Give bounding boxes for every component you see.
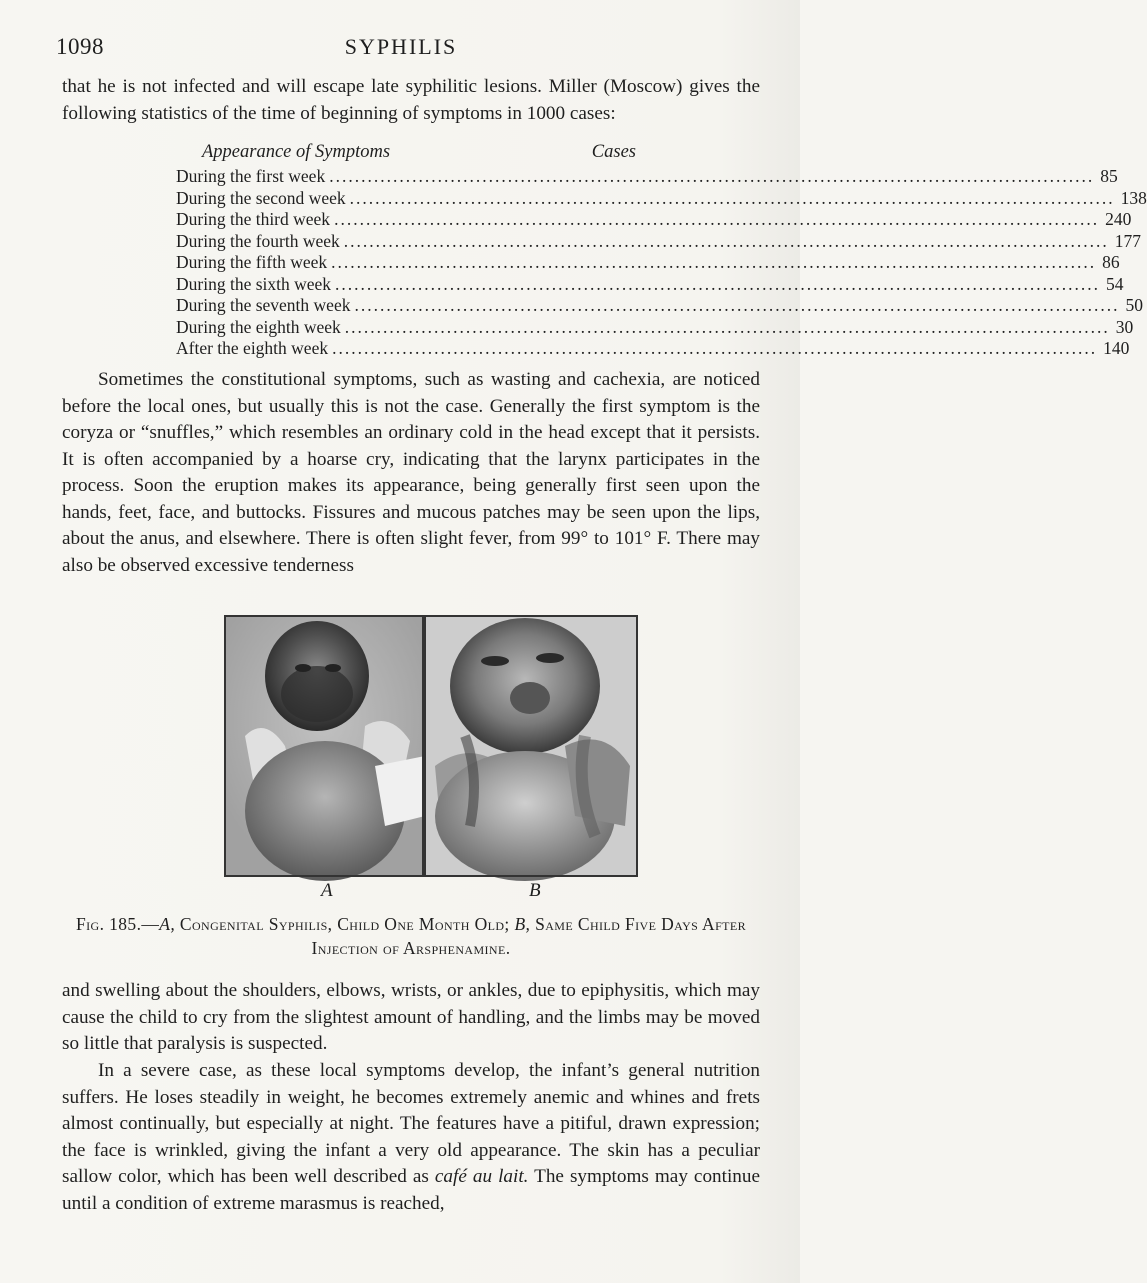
table-row-label: During the sixth week	[176, 273, 332, 294]
figure-caption	[62, 912, 760, 960]
table-row-value: 86	[1102, 252, 1120, 272]
table-row	[176, 187, 1147, 210]
table-heading-cases: Cases	[591, 142, 636, 162]
table-row	[176, 230, 1142, 253]
dot-leader: ........................................................................................................................	[334, 209, 1100, 229]
table-row-label: After the eighth week	[176, 338, 329, 358]
table-row	[176, 316, 1134, 339]
paragraph-nutrition-end: The symptoms may continue until a condition of extreme marasmus is reached,	[62, 1166, 760, 1214]
table-row-label: During the eighth week	[176, 316, 341, 337]
paragraph-epiphysitis: and swelling about the shoulders, elbows, wrists, or ankles, due to epiphysitis, which may cause the child to cry from the slightest amount of handling, and the limbs may be moved so little that paralysis is suspected.	[62, 980, 760, 1054]
table-body	[176, 166, 1147, 360]
table-row	[176, 209, 1132, 231]
caption-text-b: Same Child Five Days After Injection of Arsphenamine.	[311, 914, 747, 958]
caption-text-a: Congenital Syphilis, Child One Month Old;	[175, 914, 515, 934]
table-heading-symptoms: Appearance of Symptoms	[202, 142, 391, 162]
cafe-au-lait-term: café au lait.	[434, 1166, 529, 1187]
panel-label-a: A	[321, 880, 333, 901]
table-row-label: During the first week	[176, 166, 326, 186]
table-row-value: 138	[1120, 187, 1147, 208]
paragraph-intro: that he is not infected and will escape late syphilitic lesions. Miller (Moscow) gives the following statistics of the time of beginning of symptoms in 1000 cases:	[62, 76, 760, 124]
table-row-value: 140	[1103, 338, 1130, 358]
paragraph-symptoms: Sometimes the constitutional symptoms, such as wasting and cachexia, are noticed before the local ones, but usually this is not the case. Generally the first symptom is the coryza or “snuffles,” which resembles an ordinary cold in the head except that it persists. It is often accompanied by a hoarse cry, indicating that the larynx participates in the process. Soon the eruption makes its appearance, being generally first seen upon the hands, feet, face, and buttocks. Fissures and mucous patches may be seen upon the lips, about the anus, and elsewhere. There is often slight fever, from 99° to 101° F. There may also be observed excessive tenderness	[62, 369, 760, 576]
running-head	[56, 34, 746, 64]
table-row	[176, 166, 1118, 188]
table-row-label: During the third week	[176, 209, 331, 229]
table-row-value: 54	[1106, 273, 1124, 294]
table-row-value: 240	[1105, 209, 1132, 229]
panel-label-b: B	[529, 880, 541, 901]
table-heading	[176, 142, 636, 166]
table-row	[176, 338, 1130, 360]
dot-leader: ........................................................................................................................	[329, 166, 1095, 186]
dot-leader: ........................................................................................................................	[349, 187, 1115, 208]
caption-letter-b: B,	[514, 914, 531, 934]
dot-leader: ........................................................................................................................	[332, 338, 1098, 358]
table-row	[176, 273, 1124, 296]
table-row-value: 30	[1115, 316, 1134, 337]
dot-leader: ........................................................................................................................	[344, 316, 1110, 337]
figure-photograph	[224, 615, 638, 877]
table-row	[176, 295, 1143, 317]
running-title: SYPHILIS	[344, 34, 458, 59]
table-row-label: During the seventh week	[176, 295, 351, 315]
infant-photographs-image	[225, 616, 637, 876]
table-row-value: 50	[1125, 295, 1143, 315]
dot-leader: ........................................................................................................................	[354, 295, 1120, 315]
dot-leader: ........................................................................................................................	[331, 252, 1097, 272]
paragraph-nutrition	[62, 1058, 760, 1217]
figure-number: Fig. 185.—	[75, 914, 160, 934]
table-row-value: 85	[1100, 166, 1118, 186]
caption-letter-a: A,	[159, 914, 176, 934]
table-row-label: During the second week	[176, 187, 346, 208]
table-row-label: During the fourth week	[176, 230, 340, 251]
page-number: 1098	[56, 34, 104, 59]
dot-leader: ........................................................................................................................	[343, 230, 1109, 251]
table-row	[176, 252, 1120, 274]
photo-panel-a	[225, 616, 425, 881]
symptom-statistics-table	[176, 142, 1147, 360]
dot-leader: ........................................................................................................................	[335, 273, 1101, 294]
paragraph-nutrition-text: In a severe case, as these local symptoms develop, the infant’s general nutrition suffers. He loses steadily in weight, he becomes extremely anemic and whines and frets almost continually, but especially at night. The features have a pitiful, drawn expression; the face is wrinkled, giving the infant a very old appearance. The skin has a peculiar sallow color, which has been well described as	[62, 1060, 760, 1187]
photo-panel-b	[425, 616, 637, 881]
table-row-value: 177	[1114, 230, 1142, 251]
table-row-label: During the fifth week	[176, 252, 328, 272]
